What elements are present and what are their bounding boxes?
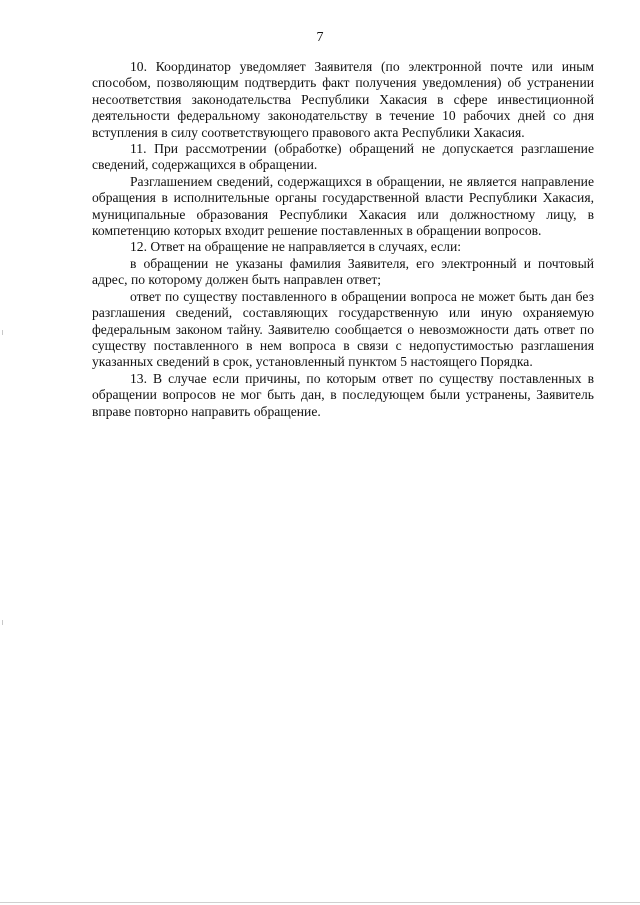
scan-margin-mark <box>2 620 3 625</box>
paragraph-10: 10. Координатор уведомляет Заявителя (по электронной почте или иным способом, позволяющим подтвердить факт получения уведомления) об устранении несоответствия законодательства Республики Хакасия в сфере инвестиционной деятельности федеральному законодательству в течение 10 рабочих дней со дня вступления в силу соответствующего правового акта Республики Хакасия. <box>92 59 594 140</box>
paragraph-disclosure-definition: Разглашением сведений, содержащихся в обращении, не является направление обращения в исполнительные органы государственной власти Республики Хакасия, муниципальные образования Республики Хакасия или должностному лицу, в компетенцию которых входит решение поставленных в обращении вопросов. <box>92 173 594 239</box>
paragraph-13: 13. В случае если причины, по которым ответ по существу поставленных в обращении вопросов не мог быть дан, в последующем были устранены, Заявитель вправе повторно направить обращение. <box>92 370 594 419</box>
paragraph-12-case-2: ответ по существу поставленного в обращении вопроса не может быть дан без разглашения сведений, составляющих государственную или иную охраняемую федеральным законом тайну. Заявителю сообщается о невозможности дать ответ по существу поставленного в нем вопроса в связи с недопустимостью разглашения указанных сведений в срок, установленный пунктом 5 настоящего Порядка. <box>92 288 594 370</box>
page-number: 7 <box>316 30 324 45</box>
page-bottom-edge <box>0 902 640 903</box>
document-body <box>92 59 594 420</box>
paragraph-11: 11. При рассмотрении (обработке) обращений не допускается разглашение сведений, содержащихся в обращении. <box>92 141 594 173</box>
paragraph-12: 12. Ответ на обращение не направляется в случаях, если: <box>130 239 462 255</box>
scan-margin-mark <box>2 330 3 335</box>
paragraph-12-case-1: в обращении не указаны фамилия Заявителя, его электронный и почтовый адрес, по которому должен быть направлен ответ; <box>92 255 594 288</box>
